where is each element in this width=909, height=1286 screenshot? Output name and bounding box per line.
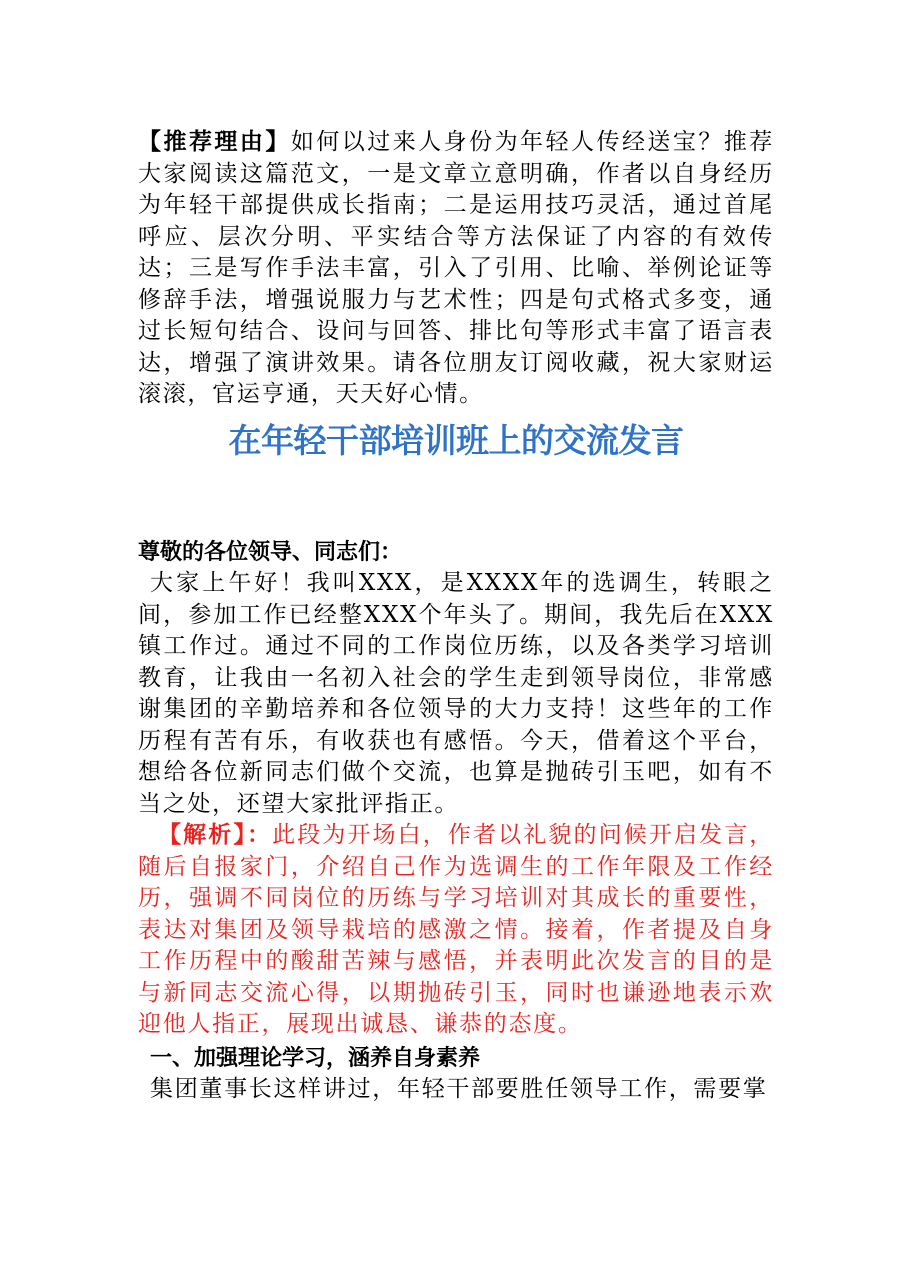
- salutation: 尊敬的各位领导、同志们：: [138, 539, 403, 565]
- analysis-label: 【解析】：: [158, 822, 273, 848]
- analysis-text: 此段为开场白，作者以礼貌的问候开启发言，随后自报家门，介绍自己作为选调生的工作年限及工作经历，强调不同岗位的历练与学习培训对其成长的重要性，表达对集团及领导栽培的感激之情。接着，作者提及自身工作历程中的酸甜苦辣与感悟，并表明此次发言的目的是与新同志交流心得，以期抛砖引玉，同时也谦逊地表示欢迎他人指正，展现出诚恳、谦恭的态度。: [138, 822, 775, 1037]
- recommend-paragraph: [138, 127, 774, 411]
- recommend-text: 如何以过来人身份为年轻人传经送宝？推荐大家阅读这篇范文，一是文章立意明确，作者以自身经历为年轻干部提供成长指南；二是运用技巧灵活，通过首尾呼应、层次分明、平实结合等方法保证了内容的有效传达；三是写作手法丰富，引入了引用、比喻、举例论证等修辞手法，增强说服力与艺术性；四是句式格式多变，通过长短句结合、设问与回答、排比句等形式丰富了语言表达，增强了演讲效果。请各位朋友订阅收藏，祝大家财运滚滚，官运亨通，天天好心情。: [138, 129, 774, 407]
- opening-paragraph: 大家上午好！我叫XXX，是XXXX年的选调生，转眼之间，参加工作已经整XXX个年头了。期间，我先后在XXX镇工作过。通过不同的工作岗位历练，以及各类学习培训教育，让我由一名初入社会的学生走到领导岗位，非常感谢集团的辛勤培养和各位领导的大力支持！这些年的工作历程有苦有乐，有收获也有感悟。今天，借着这个平台，想给各位新同志们做个交流，也算是抛砖引玉吧，如有不当之处，还望大家批评指正。: [138, 570, 774, 817]
- analysis-paragraph: [138, 820, 774, 1041]
- recommend-label: 【推荐理由】: [138, 129, 291, 155]
- title-spacer: [138, 463, 774, 537]
- document-body: [138, 127, 774, 1106]
- section-paragraph: 集团董事长这样讲过，年轻干部要胜任领导工作，需要掌: [150, 1076, 768, 1102]
- document-title: 在年轻干部培训班上的交流发言: [228, 420, 684, 460]
- section-heading: 一、加强理论学习，涵养自身素养: [150, 1045, 481, 1071]
